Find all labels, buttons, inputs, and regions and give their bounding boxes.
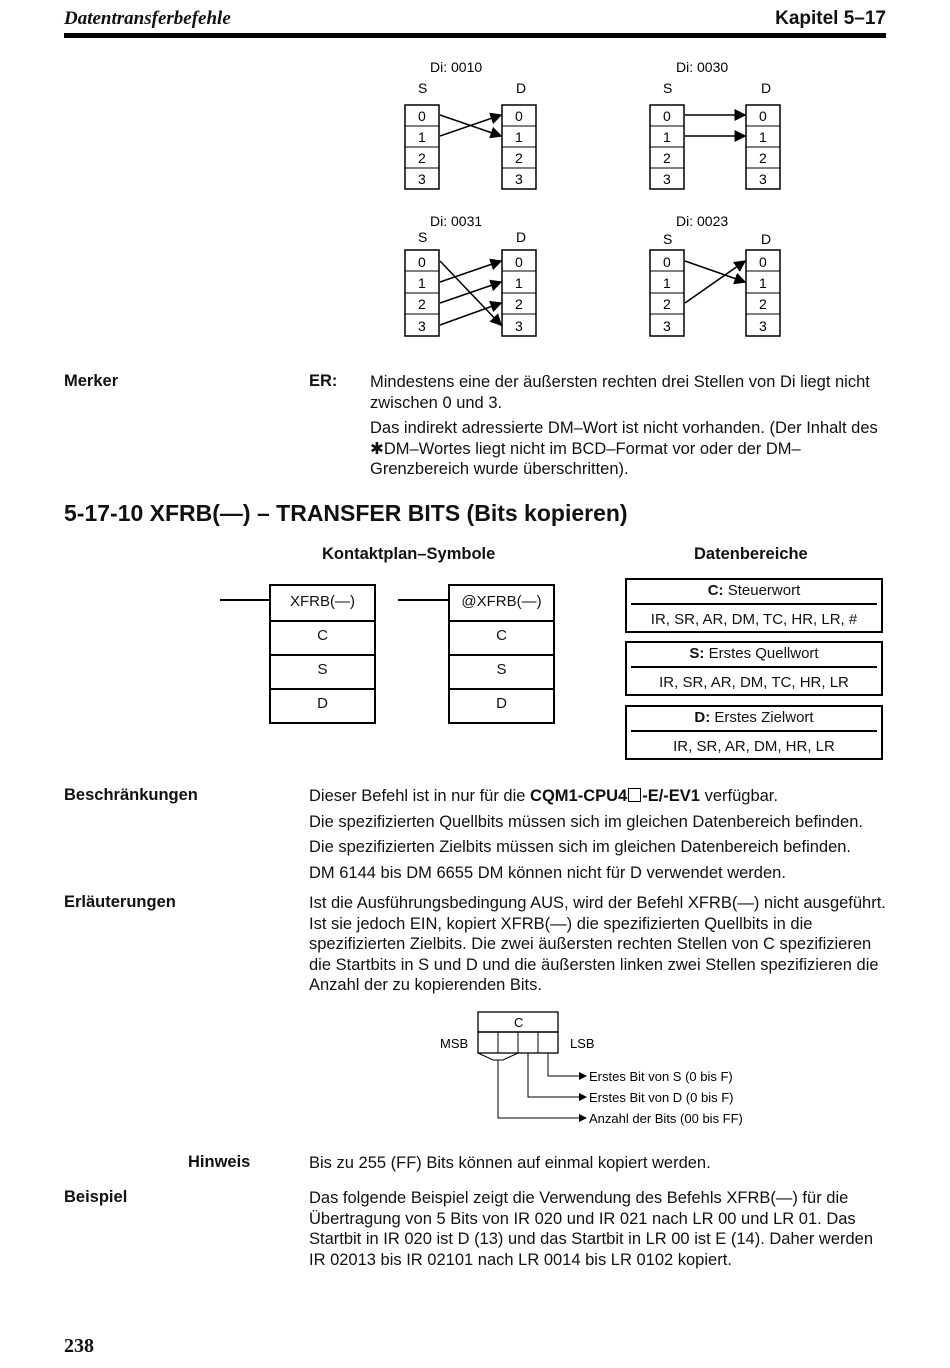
merker-flag: ER: [309,372,338,390]
restriction-3: Die spezifizierten Zielbits müssen sich im gleichen Datenbereich befinden. [309,838,852,856]
svg-text:0: 0 [663,108,671,124]
di-diagram-0031 [405,213,536,336]
svg-text:0: 0 [418,108,426,124]
svg-text:S: S [663,80,673,96]
page-number: 238 [64,1335,94,1357]
svg-text:2: 2 [663,296,671,312]
svg-text:0: 0 [515,254,523,270]
area-desc: Erstes Quellwort [708,645,819,662]
di-d-label: D [516,80,527,96]
merker-label: Merker [64,372,119,390]
area-d [625,705,883,760]
arrow-label-1: Erstes Bit von S (0 bis F) [589,1069,733,1084]
svg-text:D: D [516,229,527,245]
svg-text:3: 3 [418,171,426,187]
area-c [625,578,883,633]
svg-text:Di: 0023: Di: 0023 [676,213,729,229]
di-diagram-0030 [650,59,780,189]
header-chapter-number: Kapitel 5–17 [775,8,886,29]
di-title: Di: 0010 [430,59,483,75]
restriction-4: DM 6144 bis DM 6655 DM können nicht für D verwendet werden. [309,863,786,882]
svg-text:3: 3 [515,318,523,334]
ladder-name: @XFRB(—) [461,593,542,610]
svg-text:1: 1 [663,129,671,145]
ladder-c: C [317,627,328,644]
restriction-1: Dieser Befehl ist in nur für die CQM1-CPU4 -E/-EV1 verfügbar. [309,787,778,805]
areas-heading: Datenbereiche [694,545,808,563]
di-diagram-0010 [405,59,536,189]
svg-text:Di: 0030: Di: 0030 [676,59,729,75]
lsb-label: LSB [570,1036,595,1051]
svg-text:2: 2 [759,150,767,166]
area-values: IR, SR, AR, DM, TC, HR, LR [659,674,849,691]
svg-text:Di: 0031: Di: 0031 [430,213,483,229]
svg-text:3: 3 [663,318,671,334]
svg-text:2: 2 [515,296,523,312]
header-rule [64,33,886,38]
svg-text:1: 1 [418,275,426,291]
ladder-d: D [496,695,507,712]
ladder-d: D [317,695,328,712]
svg-text:2: 2 [759,296,767,312]
svg-text:D: D [761,80,772,96]
ladder-symbol-at-xfrb [448,584,555,724]
area-values: IR, SR, AR, DM, TC, HR, LR, # [650,611,858,628]
c-word-diagram [430,1008,770,1133]
svg-text:2: 2 [515,150,523,166]
header-chapter-title: Datentransferbefehle [64,8,231,29]
svg-text:0: 0 [663,254,671,270]
svg-text:2: 2 [663,150,671,166]
area-s [625,641,883,696]
svg-text:1: 1 [759,129,767,145]
ladder-rail-1 [220,599,270,601]
ladder-rail-2 [398,599,450,601]
merker-line-2: Das indirekt adressierte DM–Wort ist nicht vorhanden. (Der Inhalt des ✱DM–Wortes liegt nicht im BCD–Format vor oder der DM–Grenzbereich wurde überschritten). [370,419,878,478]
di-s-label: S [418,80,428,96]
hinweis-text: Bis zu 255 (FF) Bits können auf einmal kopiert werden. [309,1154,711,1172]
beschraenkungen-label: Beschränkungen [64,786,198,804]
svg-text:2: 2 [418,150,426,166]
ladder-c: C [496,627,507,644]
svg-text:1: 1 [515,129,523,145]
di-diagram-0023 [650,213,780,336]
erlaeuterungen-text: Ist die Ausführungsbedingung AUS, wird der Befehl XFRB(—) nicht ausgeführt. Ist sie jedoch EIN, kopiert XFRB(—) die spezifizierten Quellbits in die spezifizierten Zielbits. Die zwei äußersten rechten Stellen von C spezifizieren die Startbits in S und D und die äußersten linken zwei Stellen spezifizieren die Anzahl der zu kopierenden Bits. [309,894,886,994]
area-values: IR, SR, AR, DM, HR, LR [673,738,835,755]
svg-text:1: 1 [418,129,426,145]
svg-text:3: 3 [759,318,767,334]
svg-text:1: 1 [515,275,523,291]
ladder-symbol-xfrb [269,584,376,724]
section-title: 5-17-10 XFRB(—) – TRANSFER BITS (Bits kopieren) [64,500,628,526]
svg-text:0: 0 [759,254,767,270]
svg-text:3: 3 [663,171,671,187]
ladder-s: S [496,661,507,678]
area-key: C: [707,582,724,599]
arrow-label-2: Erstes Bit von D (0 bis F) [589,1090,734,1105]
area-key: D: [694,709,711,726]
merker-line-1: Mindestens eine der äußersten rechten drei Stellen von Di liegt nicht zwischen 0 und 3. [370,373,870,412]
arrow-label-3: Anzahl der Bits (00 bis FF) [589,1111,743,1126]
restriction-2: Die spezifizierten Quellbits müssen sich im gleichen Datenbereich befinden. [309,812,863,831]
merker-text [370,372,890,485]
msb-label: MSB [440,1036,469,1051]
area-desc: Erstes Zielwort [714,709,814,726]
svg-text:1: 1 [759,275,767,291]
svg-text:0: 0 [418,254,426,270]
placeholder-box-icon [628,788,641,802]
area-desc: Steuerwort [727,582,801,599]
c-label: C [514,1015,524,1030]
di-diagrams [380,50,820,350]
erlaeuterungen-label: Erläuterungen [64,893,176,911]
hinweis-label: Hinweis [188,1153,251,1171]
beispiel-label: Beispiel [64,1188,128,1206]
svg-text:3: 3 [418,318,426,334]
svg-text:D: D [761,231,772,247]
svg-text:0: 0 [515,108,523,124]
svg-text:3: 3 [515,171,523,187]
area-key: S: [689,645,705,662]
ladder-s: S [317,661,328,678]
svg-text:1: 1 [663,275,671,291]
svg-text:3: 3 [759,171,767,187]
beispiel-text: Das folgende Beispiel zeigt die Verwendung des Befehls XFRB(—) für die Übertragung von 5 Bits von IR 020 und IR 021 nach LR 00 und LR 01. Das Startbit in IR 020 ist D (13) und das Startbit in LR 00 ist E (14). Daher werden IR 02013 bis IR 02101 nach LR 0014 bis LR 0102 kopiert. [309,1189,874,1269]
svg-text:S: S [663,231,673,247]
ladder-heading: Kontaktplan–Symbole [322,545,496,563]
svg-text:S: S [418,229,428,245]
svg-text:2: 2 [418,296,426,312]
ladder-name: XFRB(—) [290,593,355,610]
beschraenkungen-text [309,786,894,888]
svg-text:0: 0 [759,108,767,124]
